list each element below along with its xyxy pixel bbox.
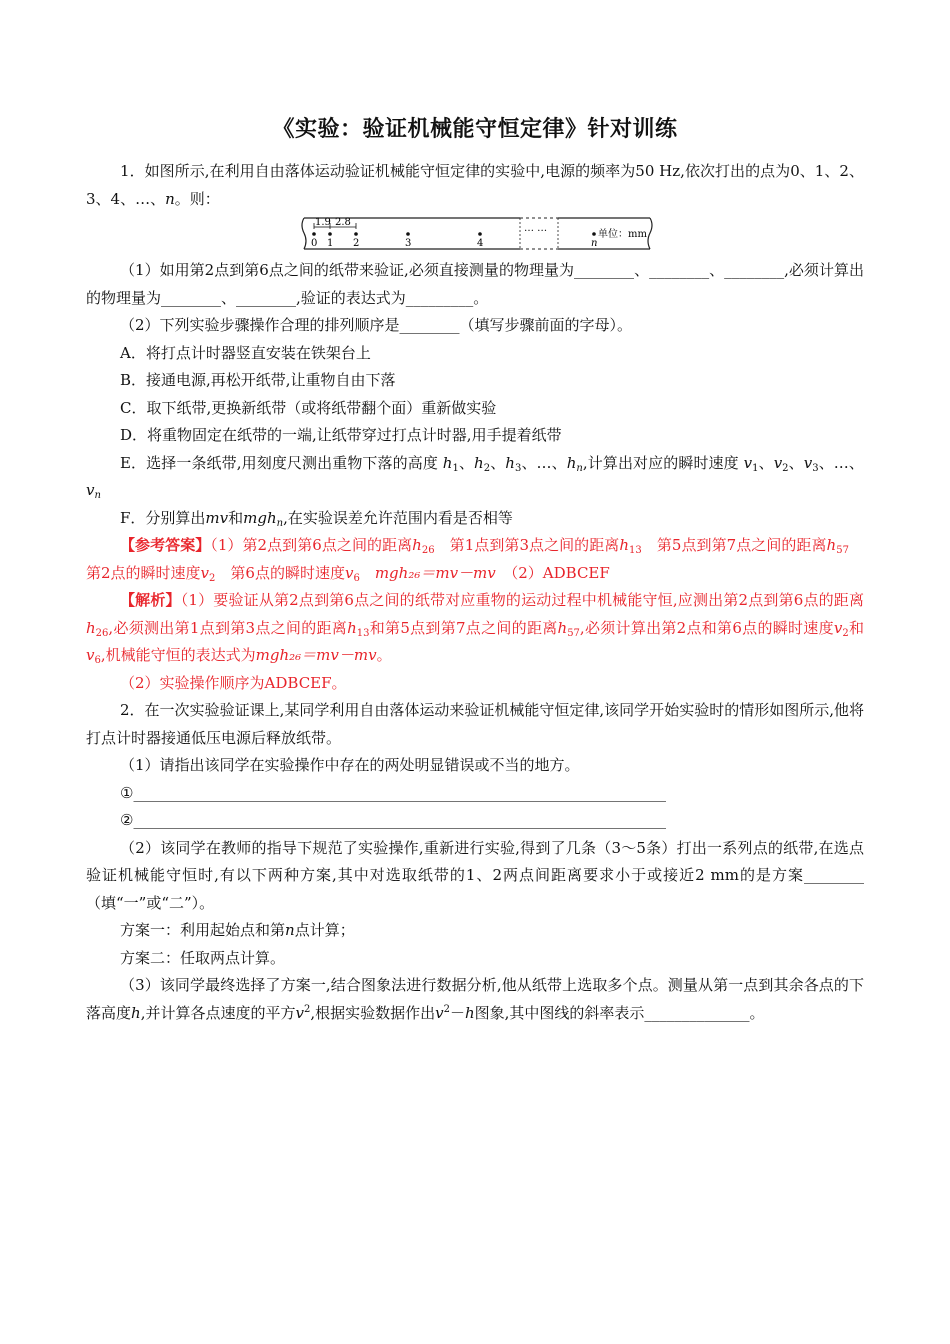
tape-label-n: n: [591, 238, 598, 249]
document-body: [86, 158, 864, 1027]
q1-step-d: D．将重物固定在纸带的一端,让纸带穿过打点计时器,用手提着纸带: [120, 426, 562, 444]
tape-dist-12: 2.8: [335, 217, 351, 228]
q1-intro-end: 。则：: [174, 189, 220, 208]
tape-ellipsis: … …: [524, 223, 548, 234]
tape-label-3: 3: [405, 238, 412, 249]
page-title: 《实验：验证机械能守恒定律》针对训练: [272, 117, 678, 142]
q1-step-f: F．分别算出mv和mgh$_n$,在实验误差允许范围内看是否相等: [120, 508, 513, 529]
q1-intro-n: n: [165, 189, 175, 208]
q1-answer: 【参考答案】（1）第2点到第6点之间的距离$h_{26}$ 第1点到第3点之间的距离$h_{13}$ 第5点到第7点之间的距离$h_{57}$ 第2点的瞬时速度$v_2$ 第6点的瞬时速度$v_6$ mgh₂₆＝mv－mv （2）ADBCEF: [86, 536, 864, 584]
q1-explanation-2: （2）实验操作顺序为ADBCEF。: [120, 673, 347, 692]
q2-plan-1: 方案一：利用起始点和第n点计算；: [120, 921, 355, 939]
q2-part3: （3）该同学最终选择了方案一,结合图象法进行数据分析,他从纸带上选取多个点。测量从第一点到其余各点的下落高度h,并计算各点速度的平方$v^2$,根据实验数据作出$v^2-h$图象,其中图线的斜率表示______________。: [86, 976, 864, 1022]
tape-label-2: 2: [353, 238, 360, 249]
q1-step-e: E．选择一条纸带,用刻度尺测出重物下落的高度 $h_1$、$h_2$、$h_3$、…、$h_n$,计算出对应的瞬时速度 $v_1$、$v_2$、$v_3$、…、$v_n$: [86, 453, 864, 501]
q1-intro-text: 1．如图所示,在利用自由落体运动验证机械能守恒定律的实验中,电源的频率为50 Hz,依次打出的点为0、1、2、3、4、…、: [86, 162, 864, 208]
paper-tape-figure: [298, 215, 654, 253]
tape-label-1: 1: [327, 238, 334, 249]
q1-step-b: B．接通电源,再松开纸带,让重物自由下落: [120, 371, 396, 389]
q1-intro: [86, 158, 864, 213]
q1-part2: （2）下列实验步骤操作合理的排列顺序是________（填写步骤前面的字母）。: [120, 316, 633, 334]
tape-unit: 单位：mm: [598, 229, 647, 240]
q2-blank-1: ①_______________________________________________________________________: [120, 783, 666, 802]
q1-step-a: A．将打点计时器竖直安装在铁架台上: [120, 343, 371, 362]
tape-label-0: 0: [311, 238, 318, 249]
q2-part1: （1）请指出该同学在实验操作中存在的两处明显错误或不当的地方。: [120, 756, 580, 774]
q2-part2: （2）该同学在教师的指导下规范了实验操作,重新进行实验,得到了几条（3～5条）打出一系列点的纸带,在选点验证机械能守恒时,有以下两种方案,其中对选取纸带的1、2两点间距离要求小于或接近2 mm的是方案________（填“一”或“二”）。: [86, 838, 864, 912]
tape-dots: [312, 232, 596, 236]
q1-part1: （1）如用第2点到第6点之间的纸带来验证,必须直接测量的物理量为________、________、________,必须计算出的物理量为________、________,验证的表达式为_________。: [86, 261, 864, 307]
tape-dist-01: 1.9: [315, 217, 331, 228]
tape-label-4: 4: [477, 238, 484, 249]
q2-blank-2: ②_______________________________________________________________________: [120, 811, 666, 829]
q2-intro: 2．在一次实验验证课上,某同学利用自由落体运动来验证机械能守恒定律,该同学开始实验时的情形如图所示,他将打点计时器接通低压电源后释放纸带。: [86, 701, 864, 747]
q1-step-c: C．取下纸带,更换新纸带（或将纸带翻个面）重新做实验: [120, 398, 497, 417]
q1-explanation: 【解析】（1）要验证从第2点到第6点之间的纸带对应重物的运动过程中机械能守恒,应测出第2点到第6点的距离$h_{26}$,必须测出第1点到第3点之间的距离$h_{13}$和第5点到第7点之间的距离$h_{57}$,必须计算出第2点和第6点的瞬时速度$v_2$和$v_6$,机械能守恒的表达式为mgh₂₆＝mv－mv。: [86, 591, 865, 666]
q2-plan-2: 方案二：任取两点计算。: [120, 948, 286, 967]
